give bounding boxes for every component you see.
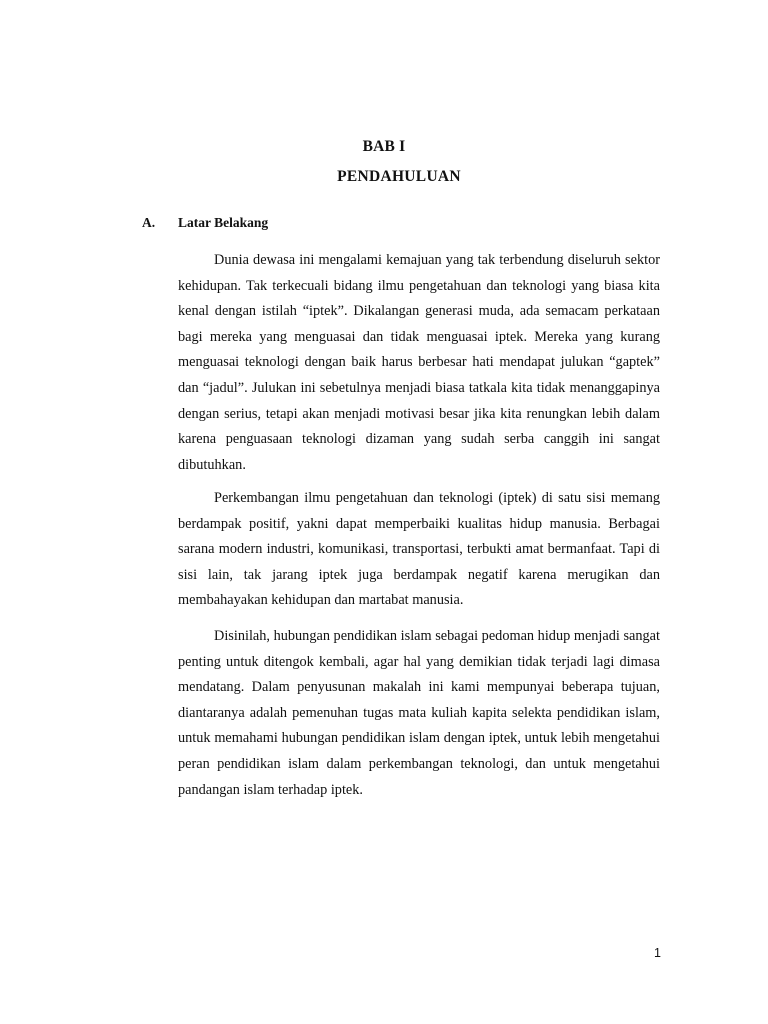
section-letter: A. <box>142 215 156 230</box>
paragraph-block <box>178 624 660 803</box>
section-heading <box>142 215 268 231</box>
chapter-title: PENDAHULUAN <box>337 168 461 185</box>
chapter-number: BAB I <box>362 138 406 155</box>
section-title: Latar Belakang <box>178 215 269 230</box>
paragraph: Disinilah, hubungan pendidikan islam sebagai pedoman hidup menjadi sangat penting untuk ditengok kembali, agar hal yang demikian tidak terjadi lagi dimasa mendatang. Dalam penyusunan makalah ini kami mempunyai beberapa tujuan, diantaranya adalah pemenuhan tugas mata kuliah kapita selekta pendidikan islam, untuk memahami hubungan pendidikan islam dengan iptek, untuk lebih mengetahui peran pendidikan islam dalam perkembangan teknologi, dan untuk mengetahui pandangan islam terhadap iptek. <box>178 628 660 798</box>
page-number: 1 <box>654 946 661 960</box>
paragraph-block <box>178 248 660 478</box>
paragraph: Perkembangan ilmu pengetahuan dan teknologi (iptek) di satu sisi memang berdampak positif, yakni dapat memperbaiki kualitas hidup manusia. Berbagai sarana modern industri, komunikasi, transportasi, terbukti amat bermanfaat. Tapi di sisi lain, tak jarang iptek juga berdampak negatif karena merugikan dan membahayakan kehidupan dan martabat manusia. <box>178 490 660 609</box>
paragraph: Dunia dewasa ini mengalami kemajuan yang tak terbendung diseluruh sektor kehidupan. Tak terkecuali bidang ilmu pengetahuan dan teknologi yang biasa kita kenal dengan istilah “iptek”. Dikalangan generasi muda, ada semacam perkataan bagi mereka yang menguasai dan tidak menguasai iptek. Mereka yang kurang menguasai teknologi dengan baik harus berbesar hati mendapat julukan “gaptek” dan “jadul”. Julukan ini sebetulnya menjadi biasa tatkala kita tidak menanggapinya dengan serius, tetapi akan menjadi motivasi besar jika kita renungkan lebih dalam karena penguasaan teknologi dizaman yang sudah serba canggih ini sangat dibutuhkan. <box>178 252 660 473</box>
paragraph-block <box>178 486 660 614</box>
